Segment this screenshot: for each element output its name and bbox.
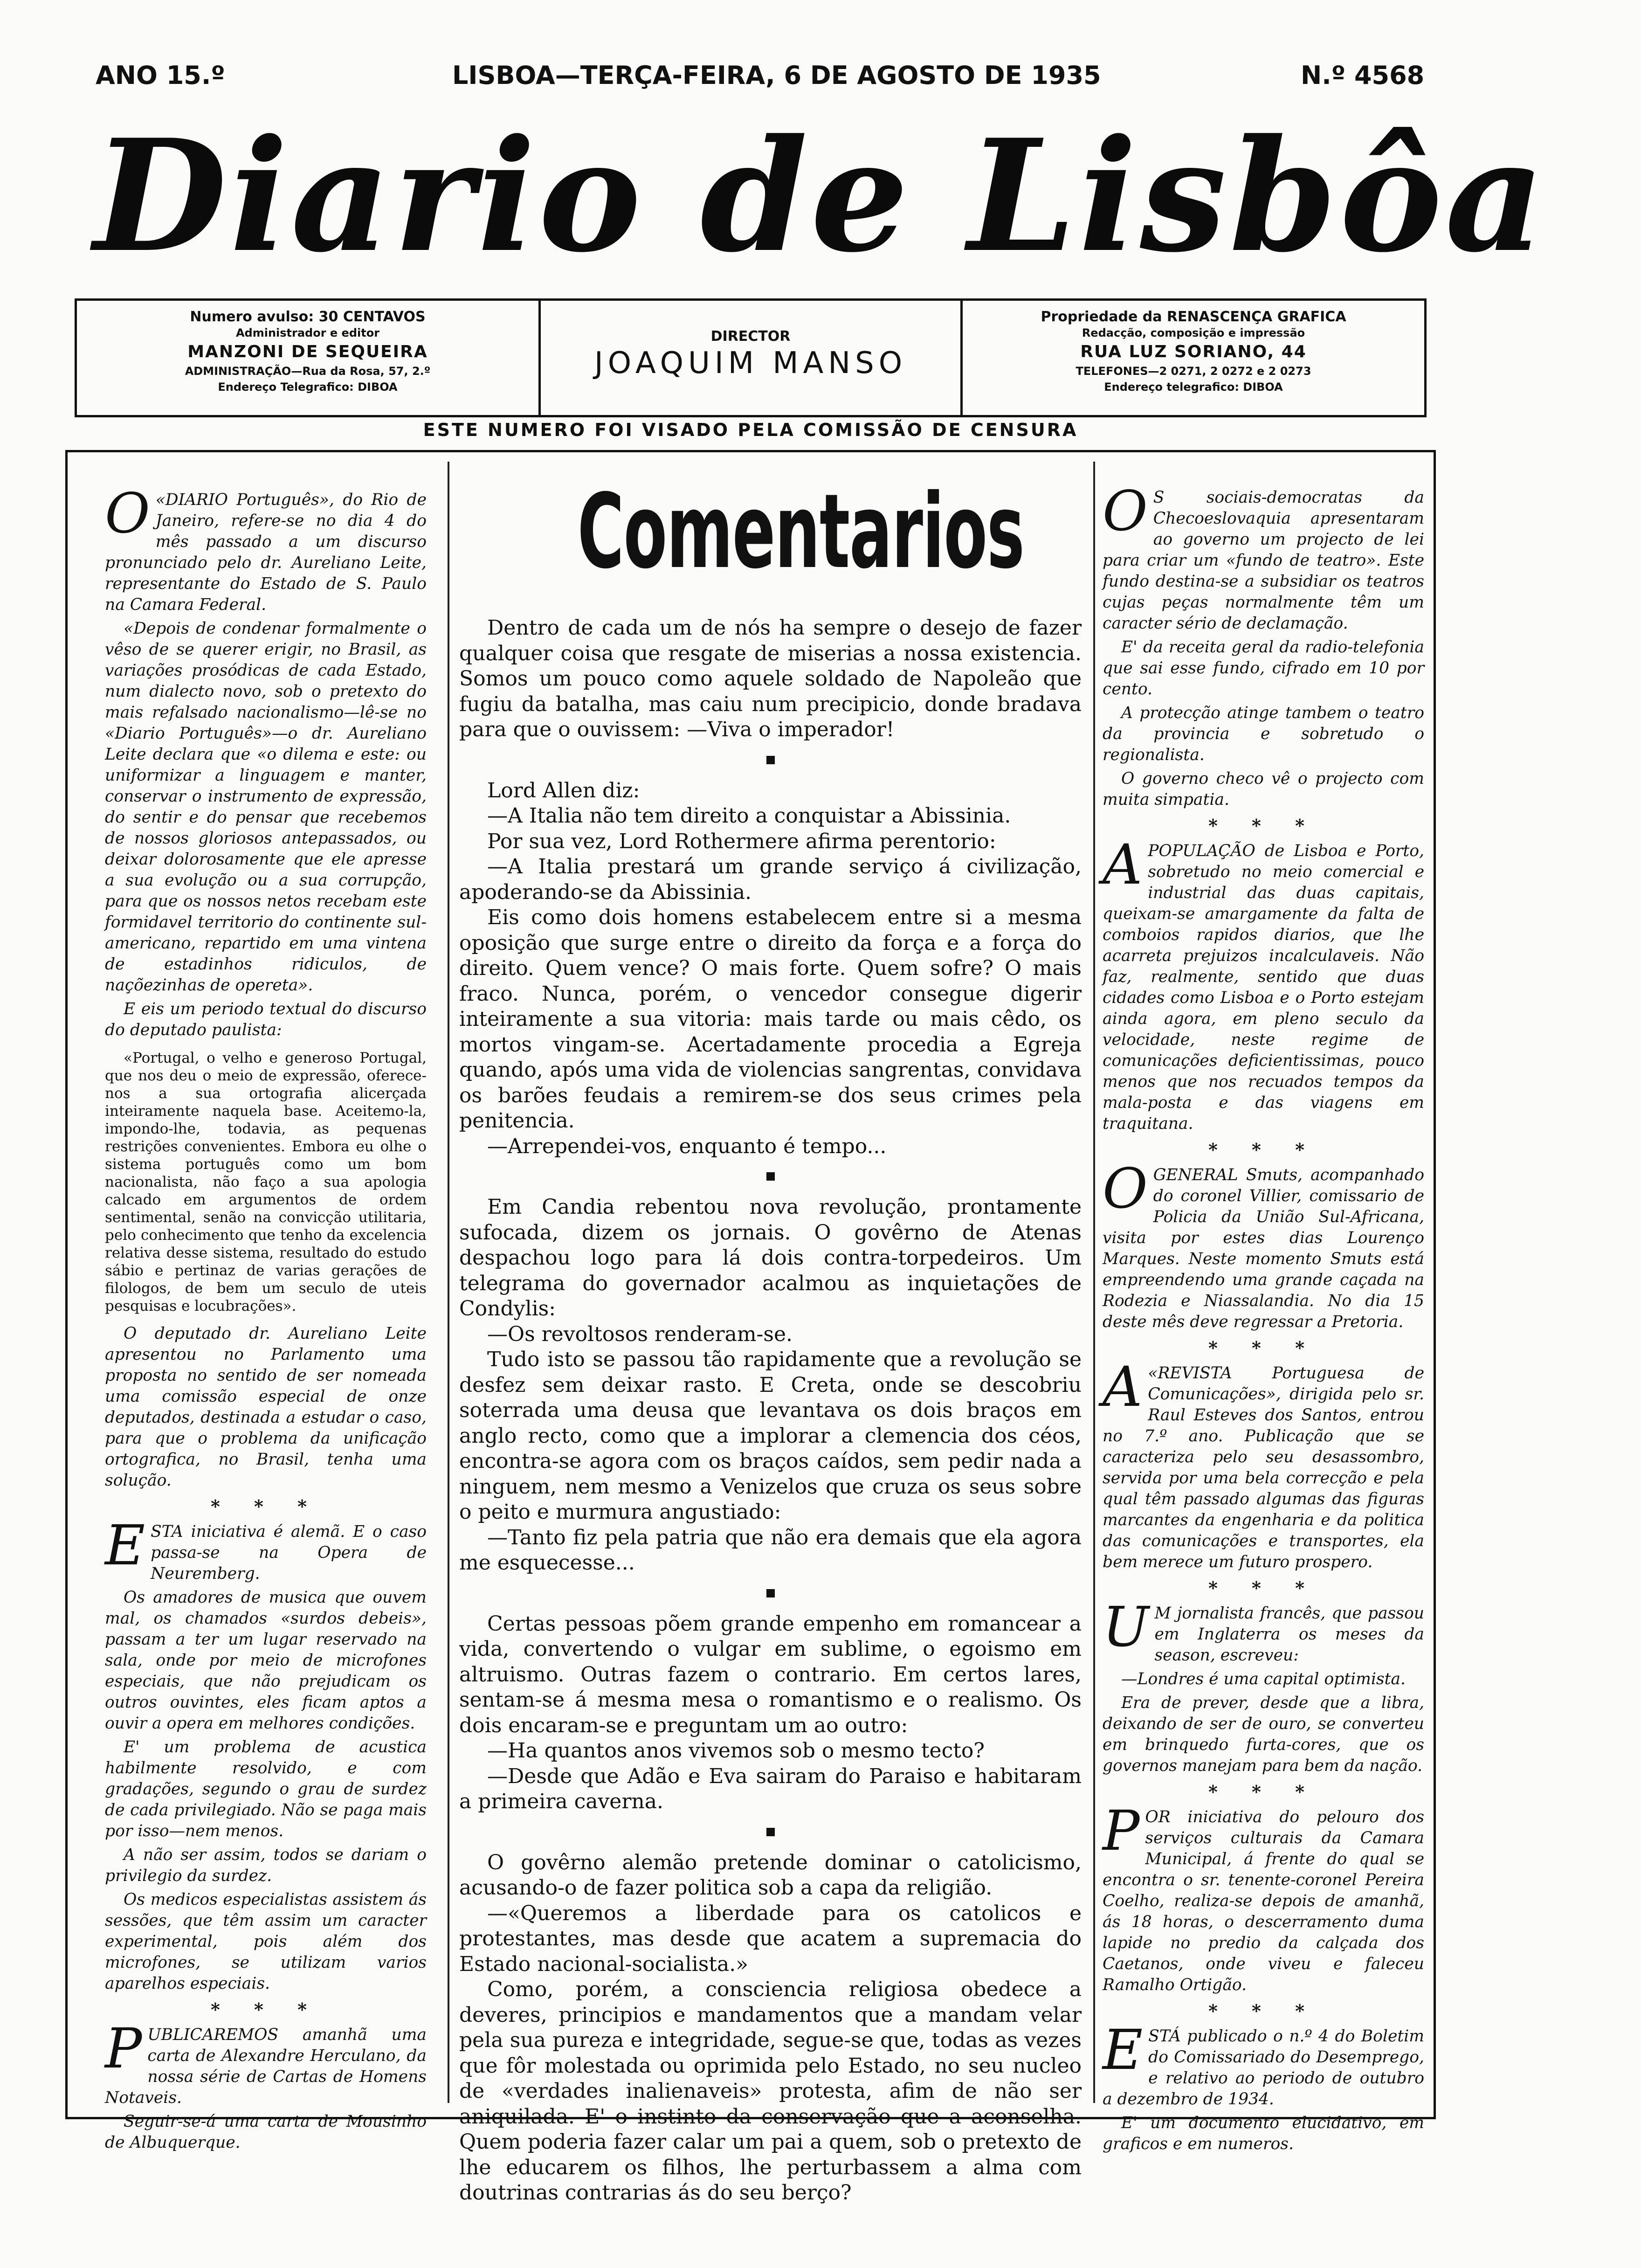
dateline: LISBOA—TERÇA-FEIRA, 6 DE AGOSTO DE 1935 <box>452 61 1101 90</box>
separator-stars: * * * <box>210 1999 321 2020</box>
masthead-title: Diario de Lisbôa <box>93 105 1548 286</box>
section-bullet <box>766 1828 775 1836</box>
section-bullet <box>766 756 775 764</box>
info-left: Numero avulso: 30 CENTAVOS Administrador e editor MANZONI DE SEQUEIRA ADMINISTRAÇÃO—Rua da Rosa, 57, 2.º Endereço Telegrafico: DIBOA <box>185 309 431 394</box>
censorship-notice: ESTE NUMERO FOI VISADO PELA COMISSÃO DE CENSURA <box>423 420 1078 440</box>
separator-stars: * * * <box>1208 1337 1319 1358</box>
section-4: Certas pessoas põem grande empenho em romancear a vida, convertendo o vulgar em sublime, o egoismo em altruismo. Outras fazem o contrario. Em certos lares, sentam-se á mesma mesa o romantismo e o realismo. Os dois encaram-se e preguntam um ao outro: —Ha quantos anos vivemos sob o mesmo tecto? —Desde que Adão e Eva sairam do Paraiso e habitaram a primeira caverna. <box>459 1611 1082 1813</box>
separator-stars: * * * <box>210 1496 321 1517</box>
top-line <box>70 51 1431 98</box>
section-3: Em Candia rebentou nova revolução, prontamente sufocada, dizem os jornais. O govêrno de Atenas despachou logo para lá dois contra-torpedeiros. Um telegrama do governador acalmou as inquietações de Condylis: —Os revoltosos renderam-se. Tudo isto se passou tão rapidamente que a revolução se desfez sem deixar rasto. E Creta, onde se descobriu soterrada uma deusa que levantava os dois braços em anglo recto, como que a implorar a clemencia dos céos, encontra-se agora com os braços caídos, sem pedir nada a ninguem, nem mesmo a Venizelos que cruza os seus sobre o peito e murmura angustiado: —Tanto fiz pela patria que não era demais que ela agora me esquecesse... <box>459 1195 1082 1575</box>
info-bar <box>75 298 1427 417</box>
section-bullet <box>766 1589 775 1597</box>
info-right: Propriedade da RENASCENÇA GRAFICA Redacção, composição e impressão RUA LUZ SORIANO, 44 TELEFONES—2 0271, 2 0272 e 2 0273 Endereço telegrafico: DIBOA <box>1041 309 1346 394</box>
section-bullet <box>766 1172 775 1181</box>
separator-stars: * * * <box>1208 2000 1319 2021</box>
director-label: DIRECTOR <box>710 328 791 345</box>
quote-block: «Portugal, o velho e generoso Portugal, que nos deu o meio de expressão, oferece-nos a sua ortografia alicerçada inteiramente naquela base. Aceitemo-la, impondo-lhe, todavia, as pequenas restrições convenientes. Embora eu olhe o sistema português como um bom nacionalista, não faço a sua apologia calcado em argumentos de ordem sentimental, senão na convicção utilitaria, pelo conhecimento que tenho da excelencia relativa desse sistema, resultado do estudo sábio e pertinaz de varias gerações de filologos, de bem um seculo de uteis pesquisas e locubrações». <box>105 1050 427 1314</box>
right-column: O S sociais-democratas da Checoeslovaquia apresentaram ao governo um projecto de lei para criar um «fundo de teatro». Este fundo destina-se a subsidiar os teatros cujas peças normalmente têm um caracter sério de declamação. E' da receita geral da radio-telefonia que sai esse fundo, cifrado em 10 por cento. A protecção atinge tambem o teatro da provincia e sobretudo o regionalista. O governo checo vê o projecto com muita simpatia. * * * APOPULAÇÃO de Lisboa e Porto, sobretudo no meio comercial e industrial das duas capitais, queixam-se amargamente da falta de comboios rapidos diarios, que lhe acarreta prejuizos incalculaveis. Não faz, realmente, sentido que duas cidades como Lisboa e o Porto estejam ainda agora, em pleno seculo da velocidade, neste regime de comunicações deficientissimas, pouco menos que nos recuados tempos da mala-posta e das viagens em traquitana. * * * OGENERAL Smuts, acompanhado do coronel Villier, comissario de Policia da União Sul-Africana, visita por estes dias Lourenço Marques. Neste momento Smuts está empreendendo uma grande caçada na Rodezia e Niassalandia. No dia 15 deste mês deve regressar a Pretoria. * * * A «REVISTA Portuguesa de Comunicações», dirigida pelo sr. Raul Esteves dos Santos, entrou no 7.º ano. Publicação que se caracteriza pelo seu desassombro, servida por uma bela correcção e pela qual têm passado algumas das figuras marcantes da engenharia e da politica das comunicações e transportes, ela bem merece um futuro prospero. * * * U M jornalista francês, que passou em Inglaterra os meses da season, escreveu: —Londres é uma capital optimista. Era de prever, desde que a libra, deixando de ser de ouro, se converteu em brinquedo furta-cores, que os governos manejam para bem da nação. * * * POR iniciativa do pelouro dos serviços culturais da Camara Municipal, á frente do qual se encontra o sr. tenente-coronel Pereira Coelho, realiza-se depois de amanhã, ás 18 horas, o descerramento duma lapide no predio da calçada dos Caetanos, onde viveu e faleceu Ramalho Ortigão. * * * ESTÁ publicado o n.º 4 do Boletim do Comissariado do Desemprego, e relativo ao periodo de outubro a dezembro de 1934. E' um documento elucidativo, em graficos e em numeros. <box>1103 479 1424 2153</box>
center-column <box>459 472 1082 2206</box>
headline: Comentarios <box>577 472 1024 591</box>
left-column: O «DIARIO Português», do Rio de Janeiro, refere-se no dia 4 do mês passado a um discurso pronunciado pelo dr. Aureliano Leite, representante do Estado de S. Paulo na Camara Federal. «Depois de condenar formalmente o vêso de se querer erigir, no Brasil, as variações prosódicas de cada Estado, num dialecto novo, sob o pretexto do mais refalsado nacionalismo—lê-se no «Diario Português»—o dr. Aureliano Leite declara que «o dilema e este: ou uniformizar a linguagem e manter, conservar o instrumento de expressão, do sentir e do pensar que recebemos de nossos gloriosos antepassados, ou deixar dolorosamente que ele apresse a sua evolução ou a sua corrupção, para que os nossos netos recebam este formidavel territorio do continente sul-americano, repartido em uma vintena de estadinhos ridiculos, de naçõezinhas de opereta». E eis um periodo textual do discurso do deputado paulista: «Portugal, o velho e generoso Portugal, que nos deu o meio de expressão, oferece-nos a sua ortografia alicerçada inteiramente naquela base. Aceitemo-la, impondo-lhe, todavia, as pequenas restrições convenientes. Embora eu olhe o sistema português como um bom nacionalista, não faço a sua apologia calcado em argumentos de ordem sentimental, senão na convicção utilitaria, pelo conhecimento que tenho da excelencia relativa desse sistema, resultado do estudo sábio e pertinaz de varias gerações de filologos, de bem um seculo de uteis pesquisas e locubrações». O deputado dr. Aureliano Leite apresentou no Parlamento uma proposta no sentido de ser nomeada uma comissão especial de onze deputados, destinada a estudar o caso, para que o problema da unificação ortografica, no Brasil, tenha uma solução. * * * ESTA iniciativa é alemã. E o caso passa-se na Opera de Neuremberg. Os amadores de musica que ouvem mal, os chamados «surdos debeis», passam a ter um lugar reservado na sala, onde por meio de microfones especiais, que não prejudicam os outros ouvintes, eles ficam aptos a ouvir a opera em melhores condições. E' um problema de acustica habilmente resolvido, e com gradações, segundo o grau de surdez de cada privilegiado. Não se paga mais por isso—nem menos. A não ser assim, todos se dariam o privilegio da surdez. Os medicos especialistas assistem ás sessões, que têm assim um caracter experimental, pois além dos microfones, se utilizam varios aparelhos especiais. * * * PUBLICAREMOS amanhã uma carta de Alexandre Herculano, da nossa série de Cartas de Homens Notaveis. Seguir-se-á uma carta de Mousinho de Albuquerque. <box>105 481 427 2152</box>
separator-stars: * * * <box>1208 1139 1319 1160</box>
section-5: O govêrno alemão pretende dominar o catolicismo, acusando-o de fazer politica sob a capa da religião. —«Queremos a liberdade para os catolicos e protestantes, mas desde que acatem a supremacia do Estado nacional-socialista.» Como, porém, a consciencia religiosa obedece a deveres, principios e mandamentos que a mandam velar pela sua pureza e integridade, segue-se que, todas as vezes que fôr molestada ou oprimida pelo Estado, no seu nucleo de «verdades inalienaveis» protesta, afim de não ser aniquilada. E' o instinto da conservação que a aconselha. Quem poderia fazer calar um pai a quem, sob o pretexto de lhe educarem os filhos, lhe perturbassem a alma com doutrinas contrarias ás do seu berço? <box>459 1850 1082 2205</box>
section-2: Lord Allen diz: —A Italia não tem direito a conquistar a Abissinia. Por sua vez, Lord Rothermere afirma perentorio: —A Italia prestará um grande serviço á civilização, apoderando-se da Abissinia. Eis como dois homens estabelecem entre si a mesma oposição que surge entre o direito da força e a força do direito. Quem vence? O mais forte. Quem sofre? O mais fraco. Nunca, porém, o vencedor consegue digerir inteiramente a sua vitoria: mais tarde ou mais cêdo, os mortos vingam-se. Acertadamente procedia a Egreja quando, após uma vida de violencias sangrentas, convidava os barões feudais a remirem-se dos seus crimes pela penitencia. —Arrependei-vos, enquanto é tempo... <box>459 778 1082 1158</box>
separator-stars: * * * <box>1208 1577 1319 1598</box>
separator-stars: * * * <box>1208 815 1319 836</box>
column-rule-right <box>1093 462 1095 2103</box>
year-label: ANO 15.º <box>96 61 225 90</box>
separator-stars: * * * <box>1208 1781 1319 1802</box>
column-rule-left <box>448 462 449 2103</box>
section-1: Dentro de cada um de nós ha sempre o desejo de fazer qualquer coisa que resgate de miserias a nossa existencia. Somos um pouco como aquele soldado de Napoleão que fugiu da batalha, mas caiu num precipicio, donde bradava para que o ouvissem: —Viva o imperador! <box>459 616 1082 741</box>
issue-number: N.º 4568 <box>1301 61 1425 90</box>
director-name: JOAQUIM MANSO <box>594 346 907 380</box>
